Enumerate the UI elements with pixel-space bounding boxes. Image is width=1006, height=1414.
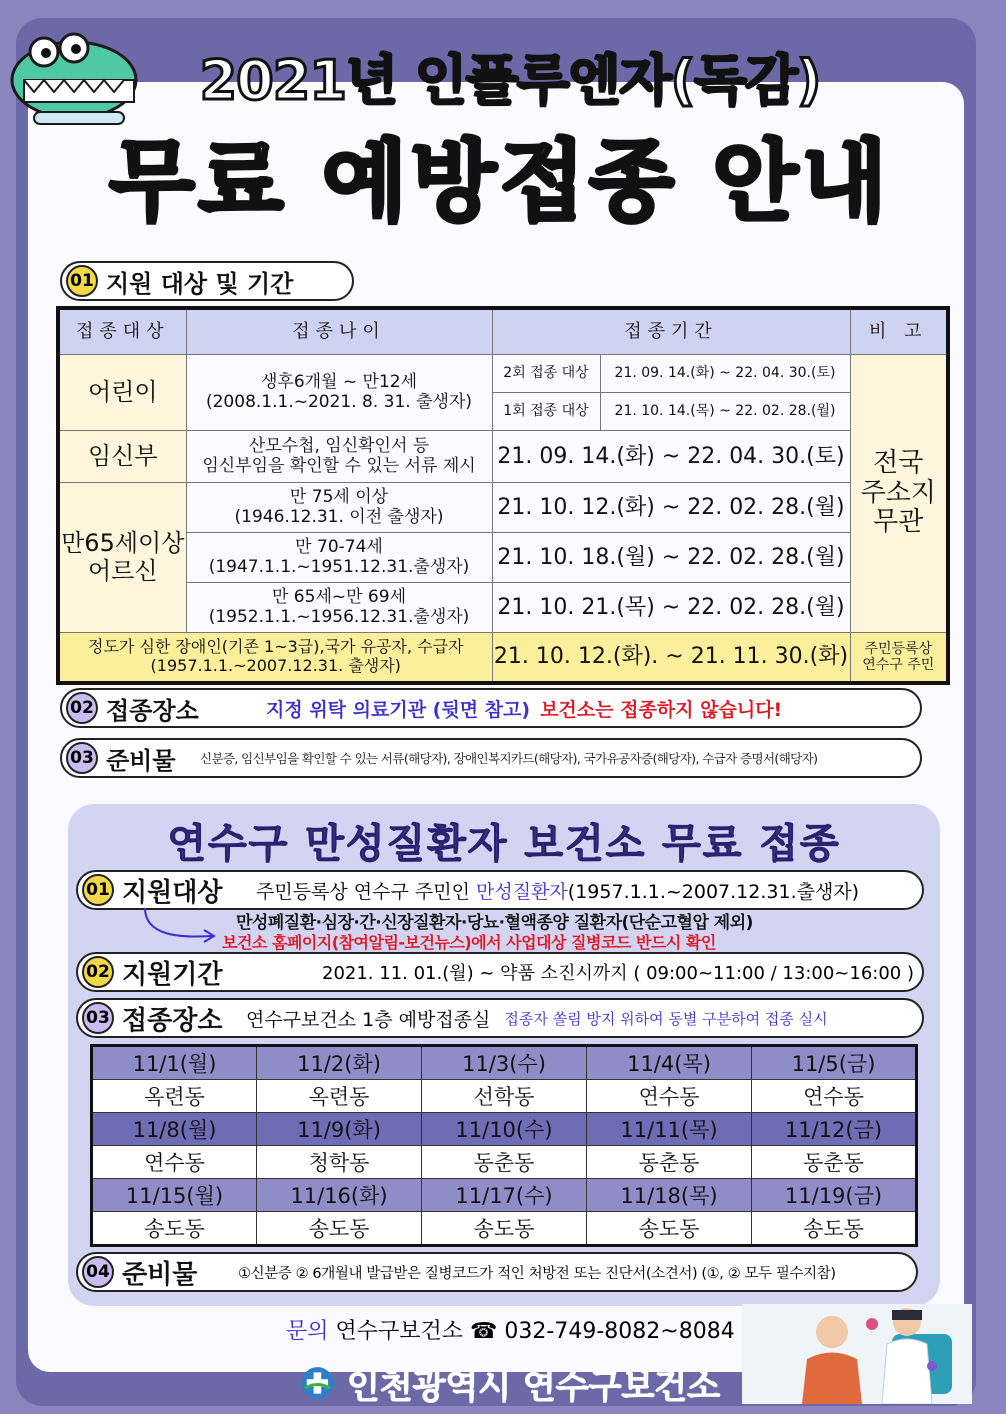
note-special-line2: 연수구 주민 (862, 656, 935, 673)
chronic-target-text-b: 만성질환자 (476, 880, 568, 903)
col-header-target: 접종대상 (58, 308, 186, 355)
schedule-place: 송도동 (422, 1212, 587, 1246)
child-one-dose-label: 1회 접종 대상 (492, 393, 600, 431)
health-center-logo-icon (300, 1360, 335, 1406)
schedule-place: 동춘동 (587, 1146, 752, 1179)
schedule-place: 연수동 (92, 1146, 257, 1179)
age-pregnant (186, 431, 492, 483)
section1-header (60, 261, 354, 301)
period-pregnant: 21. 09. 14.(화) ~ 22. 04. 30.(토) (492, 431, 850, 483)
target-pregnant: 임신부 (58, 431, 186, 483)
schedule-place: 동춘동 (422, 1146, 587, 1179)
schedule-place: 연수동 (752, 1080, 917, 1113)
target-elderly-line1: 만65세이상 (61, 528, 185, 557)
schedule-date: 11/8(월) (92, 1113, 257, 1146)
chronic-prep-number: 04 (82, 1256, 114, 1288)
schedule-date: 11/9(화) (257, 1113, 422, 1146)
schedule-place: 옥련동 (257, 1080, 422, 1113)
target-child: 어린이 (58, 355, 186, 431)
section1-title: 지원 대상 및 기간 (106, 269, 294, 298)
age-elderly-75-line2: (1946.12.31. 이전 출생자) (234, 506, 444, 527)
col-header-period: 접종기간 (492, 308, 850, 355)
target-special (58, 633, 492, 683)
poster-title-line2: 무료 예방접종 안내 (109, 130, 891, 233)
age-pregnant-line2: 임신부임을 확인할 수 있는 서류 제시 (202, 455, 476, 476)
age-child-line1: 생후6개월 ~ 만12세 (260, 371, 418, 392)
eligibility-table (56, 306, 950, 685)
schedule-date: 11/10(수) (422, 1113, 587, 1146)
vaccination-illustration-icon (742, 1304, 972, 1404)
chronic-period-number: 02 (82, 956, 114, 988)
age-elderly-75 (186, 483, 492, 533)
target-elderly (58, 483, 186, 633)
chronic-place-text: 연수구보건소 1층 예방접종실 (246, 1008, 491, 1031)
schedule-place: 송도동 (587, 1212, 752, 1246)
organization-footer (300, 1360, 720, 1406)
age-pregnant-line1: 산모수첩, 임신확인서 등 (248, 435, 430, 456)
chronic-target-text (256, 877, 859, 904)
age-elderly-75-line1: 만 75세 이상 (289, 486, 389, 507)
note-special (850, 633, 948, 683)
section3-title: 준비물 (106, 746, 176, 775)
age-elderly-65-line1: 만 65세~만 69세 (271, 586, 406, 607)
contact-text: 연수구보건소 ☎ 032-749-8082~8084 (335, 1319, 735, 1344)
section2-warning-text: 보건소는 접종하지 않습니다! (540, 698, 783, 721)
schedule-date: 11/12(금) (752, 1113, 917, 1146)
period-elderly-65: 21. 10. 21.(목) ~ 22. 02. 28.(월) (492, 583, 850, 633)
section2-row (60, 688, 922, 728)
section3-items-text: 신분증, 임신부임을 확인할 수 있는 서류(해당자), 장애인복지카드(해당자), 국가유공자증(해당자), 수급자 증명서(해당자) (200, 751, 818, 766)
chronic-period-text: 2021. 11. 01.(월) ~ 약품 소진시까지 ( 09:00~11:00 / 13:00~16:00 ) (322, 963, 914, 984)
section2-title: 접종장소 (106, 696, 199, 725)
chronic-target-number: 01 (82, 874, 114, 906)
age-child (186, 355, 492, 431)
schedule-place: 송도동 (752, 1212, 917, 1246)
age-elderly-70 (186, 533, 492, 583)
chronic-target-text-c: (1957.1.1.~2007.12.31.출생자) (567, 880, 860, 903)
schedule-date: 11/4(목) (587, 1046, 752, 1080)
arrow-icon (140, 906, 220, 946)
schedule-place: 연수동 (587, 1080, 752, 1113)
contact-line (286, 1314, 735, 1345)
schedule-date: 11/15(월) (92, 1179, 257, 1212)
target-elderly-line2: 어르신 (87, 556, 158, 585)
schedule-date: 11/18(목) (587, 1179, 752, 1212)
chronic-period-title: 지원기간 (122, 959, 223, 990)
age-child-line2: (2008.1.1.~2021. 8. 31. 출생자) (205, 391, 473, 412)
organization-name: 인천광역시 연수구보건소 (346, 1366, 720, 1407)
schedule-date: 11/19(금) (752, 1179, 917, 1212)
period-special: 21. 10. 12.(화). ~ 21. 11. 30.(화) (492, 633, 850, 683)
vaccination-schedule-table (90, 1044, 918, 1247)
age-elderly-70-line1: 만 70-74세 (295, 536, 383, 557)
child-two-dose-period: 21. 09. 14.(화) ~ 22. 04. 30.(토) (600, 355, 850, 393)
chronic-target-text-a: 주민등록상 연수구 주민인 (256, 880, 477, 903)
schedule-date: 11/1(월) (92, 1046, 257, 1080)
chronic-target-row (76, 870, 924, 910)
chronic-target-detail2: 보건소 홈페이지(참여알림-보건뉴스)에서 사업대상 질병코드 반드시 확인 (222, 933, 716, 952)
schedule-place: 동춘동 (752, 1146, 917, 1179)
chronic-place-number: 03 (82, 1002, 114, 1034)
schedule-place: 송도동 (92, 1212, 257, 1246)
section1-number: 01 (66, 265, 98, 297)
schedule-place: 선학동 (422, 1080, 587, 1113)
schedule-date: 11/17(수) (422, 1179, 587, 1212)
contact-label: 문의 (286, 1319, 329, 1344)
schedule-date: 11/5(금) (752, 1046, 917, 1080)
section2-number: 02 (66, 692, 98, 724)
schedule-date: 11/11(목) (587, 1113, 752, 1146)
note-nationwide: 전국 주소지 무관 (850, 355, 948, 633)
schedule-date: 11/2(화) (257, 1046, 422, 1080)
chronic-target-detail1: 만성폐질환·심장·간·신장질환자·당뇨·혈액종양 질환자(단순고혈압 제외) (236, 913, 753, 933)
age-elderly-65 (186, 583, 492, 633)
chronic-prep-title: 준비물 (122, 1259, 198, 1290)
section3-row (60, 738, 922, 778)
chronic-panel-title: 연수구 만성질환자 보건소 무료 접종 (167, 821, 841, 867)
chronic-place-title: 접종장소 (122, 1005, 223, 1036)
chronic-prep-text: ①신분증 ② 6개월내 발급받은 질병코드가 적인 처방전 또는 진단서(소견서) (①, ② 모두 필수지참) (238, 1265, 836, 1282)
poster-title-line1: 2021년 인플루엔자(독감) (199, 49, 821, 112)
section3-number: 03 (66, 742, 98, 774)
col-header-age: 접종나이 (186, 308, 492, 355)
section2-place-text: 지정 위탁 의료기관 (뒷면 참고) (266, 698, 531, 721)
schedule-date: 11/3(수) (422, 1046, 587, 1080)
age-elderly-65-line2: (1952.1.1.~1956.12.31.출생자) (208, 606, 470, 627)
chronic-prep-row (76, 1252, 918, 1292)
target-special-line2: (1957.1.1.~2007.12.31. 출생자) (150, 655, 401, 675)
note-special-line1: 주민등록상 (864, 640, 933, 657)
child-one-dose-period: 21. 10. 14.(목) ~ 22. 02. 28.(월) (600, 393, 850, 431)
schedule-date: 11/16(화) (257, 1179, 422, 1212)
chronic-place-row (76, 998, 924, 1038)
period-elderly-70: 21. 10. 18.(월) ~ 22. 02. 28.(월) (492, 533, 850, 583)
schedule-place: 송도동 (257, 1212, 422, 1246)
age-elderly-70-line2: (1947.1.1.~1951.12.31.출생자) (208, 556, 470, 577)
chronic-target-title: 지원대상 (122, 877, 223, 908)
schedule-place: 옥련동 (92, 1080, 257, 1113)
chronic-period-row (76, 952, 924, 992)
chronic-place-note: 접종자 쏠림 방지 위하여 동별 구분하여 접종 실시 (504, 1009, 828, 1028)
schedule-place: 청학동 (257, 1146, 422, 1179)
col-header-note: 비 고 (850, 308, 948, 355)
target-special-line1: 정도가 심한 장애인(기존 1~3급),국가 유공자, 수급자 (87, 637, 464, 657)
child-two-dose-label: 2회 접종 대상 (492, 355, 600, 393)
period-elderly-75: 21. 10. 12.(화) ~ 22. 02. 28.(월) (492, 483, 850, 533)
